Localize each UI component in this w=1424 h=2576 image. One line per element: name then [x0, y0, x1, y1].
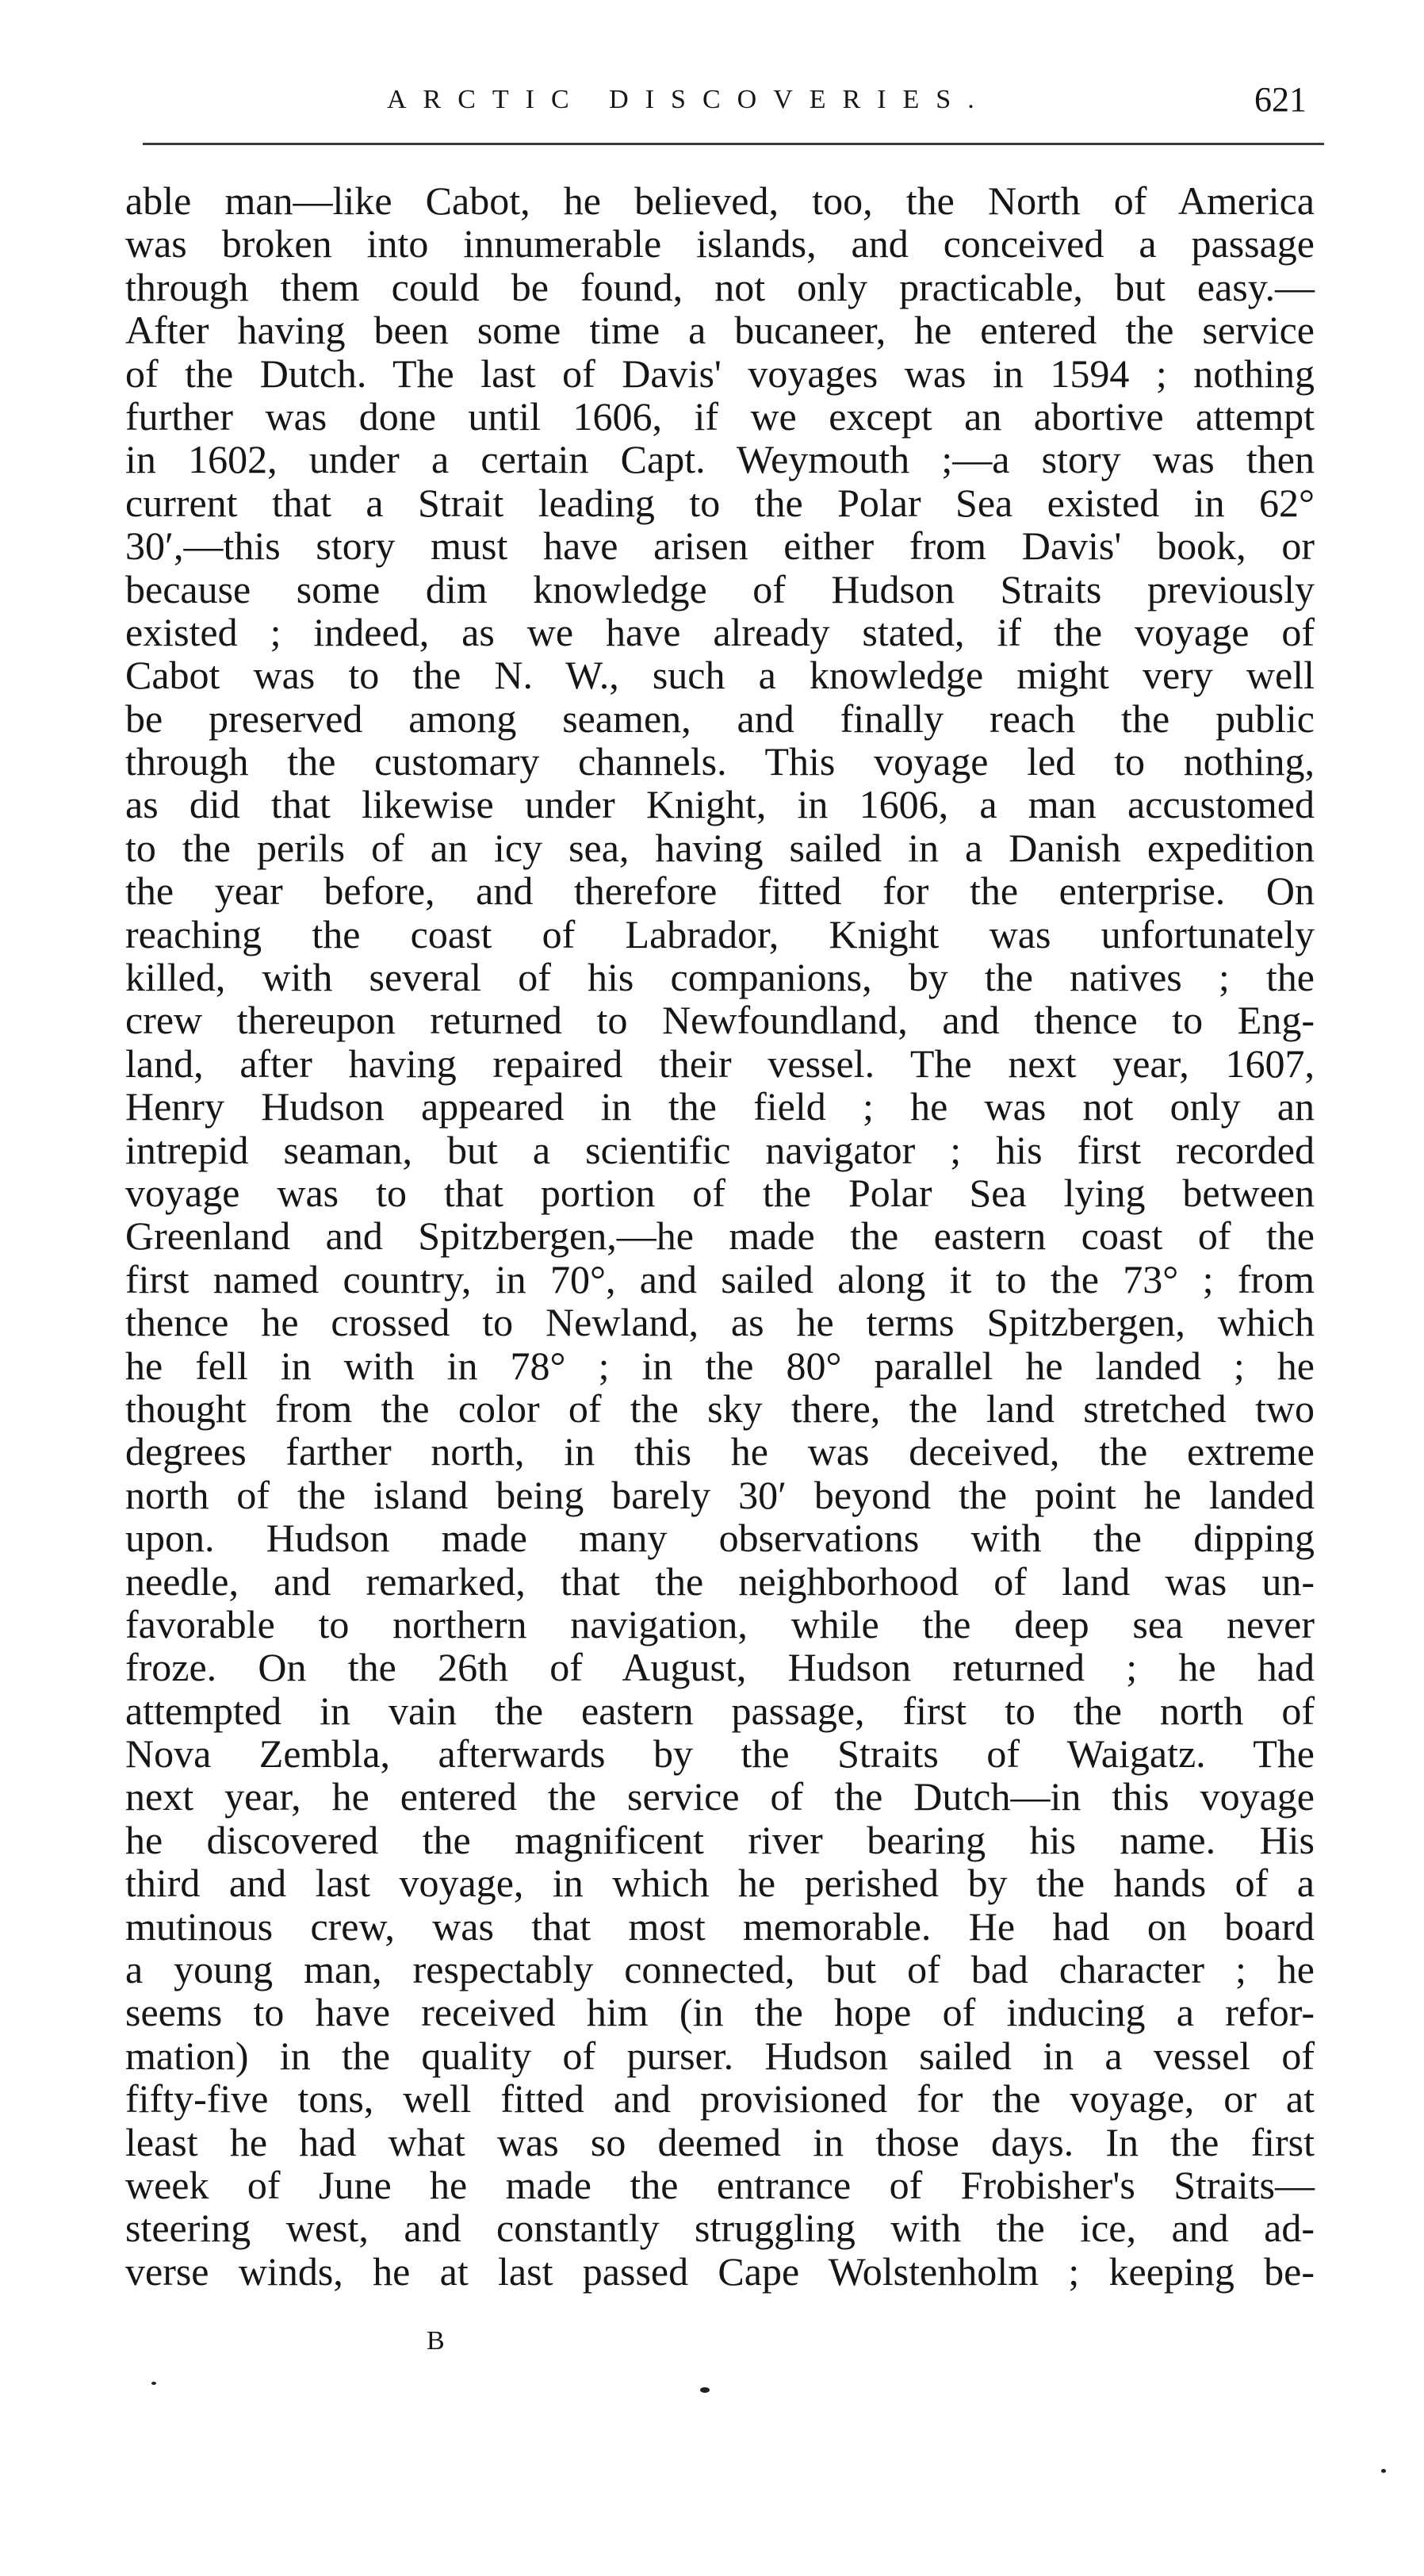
text-line: mation) in the quality of purser. Hudson sailed in a vessel of [125, 2033, 1315, 2078]
text-line: week of June he made the entrance of Frobisher's Straits— [125, 2162, 1315, 2207]
signature-mark: B [427, 2326, 445, 2356]
text-line: of the Dutch. The last of Davis' voyages was in 1594 ; nothing [125, 351, 1315, 396]
running-head [0, 76, 1424, 124]
text-line: current that a Strait leading to the Polar Sea existed in 62° [125, 480, 1315, 525]
text-line: he fell in with in 78° ; in the 80° parallel he landed ; he [125, 1343, 1315, 1388]
text-line: seems to have received him (in the hope of inducing a refor- [125, 1990, 1315, 2035]
text-line: needle, and remarked, that the neighborhood of land was un- [125, 1558, 1315, 1604]
text-line: degrees farther north, in this he was deceived, the extreme [125, 1429, 1315, 1474]
text-line: attempted in vain the eastern passage, first to the north of [125, 1688, 1315, 1733]
text-line: Henry Hudson appeared in the field ; he was not only an [125, 1084, 1315, 1129]
text-line: mutinous crew, was that most memorable. He had on board [125, 1903, 1315, 1949]
text-line: through the customary channels. This voyage led to nothing, [125, 739, 1315, 784]
text-line: Nova Zembla, afterwards by the Straits of Waigatz. The [125, 1731, 1315, 1777]
text-line: upon. Hudson made many observations with the dipping [125, 1516, 1315, 1561]
text-line: next year, he entered the service of the Dutch—in this voyage [125, 1774, 1315, 1819]
text-line: existed ; indeed, as we have already stated, if the voyage of [125, 609, 1315, 654]
text-line: because some dim knowledge of Hudson Straits previously [125, 566, 1315, 611]
header-rule [143, 143, 1324, 145]
text-line: be preserved among seamen, and finally reach the public [125, 696, 1315, 741]
ink-speck [151, 2382, 156, 2385]
text-line: in 1602, under a certain Capt. Weymouth ;—a story was then [125, 437, 1315, 482]
text-line: a young man, respectably connected, but of bad character ; he [125, 1947, 1315, 1992]
text-line: north of the island being barely 30′ beyond the point he landed [125, 1472, 1315, 1517]
text-line: thence he crossed to Newland, as he terms Spitzbergen, which [125, 1300, 1315, 1345]
text-line: the year before, and therefore fitted for the enterprise. On [125, 868, 1315, 914]
text-line: killed, with several of his companions, by the natives ; the [125, 955, 1315, 1000]
text-line: he discovered the magnificent river bearing his name. His [125, 1817, 1315, 1862]
ink-speck [1381, 2469, 1386, 2473]
text-line: as did that likewise under Knight, in 1606, a man accustomed [125, 782, 1315, 827]
body-text [125, 179, 1315, 2293]
text-line: verse winds, he at last passed Cape Wolstenholm ; keeping be- [125, 2248, 1315, 2294]
text-line: was broken into innumerable islands, and conceived a passage [125, 221, 1315, 266]
text-line: third and last voyage, in which he perished by the hands of a [125, 1861, 1315, 1906]
text-line: voyage was to that portion of the Polar Sea lying between [125, 1170, 1315, 1215]
text-line: able man—like Cabot, he believed, too, the North of America [125, 178, 1315, 223]
text-line: land, after having repaired their vessel. The next year, 1607, [125, 1041, 1315, 1086]
text-line: intrepid seaman, but a scientific navigator ; his first recorded [125, 1127, 1315, 1172]
text-line: Greenland and Spitzbergen,—he made the eastern coast of the [125, 1213, 1315, 1259]
text-line: froze. On the 26th of August, Hudson returned ; he had [125, 1645, 1315, 1690]
text-line: fifty-five tons, well fitted and provisioned for the voyage, or at [125, 2076, 1315, 2122]
text-line: reaching the coast of Labrador, Knight was unfortunately [125, 911, 1315, 956]
text-line: crew thereupon returned to Newfoundland, and thence to Eng- [125, 998, 1315, 1043]
text-line: through them could be found, not only practicable, but easy.— [125, 264, 1315, 309]
ink-speck [700, 2387, 710, 2393]
text-line: to the perils of an icy sea, having sailed in a Danish expedition [125, 825, 1315, 870]
text-line: thought from the color of the sky there, the land stretched two [125, 1386, 1315, 1431]
running-title: ARCTIC DISCOVERIES. [387, 85, 991, 114]
text-line: Cabot was to the N. W., such a knowledge might very well [125, 653, 1315, 698]
page-number: 621 [1254, 80, 1307, 119]
text-line: steering west, and constantly struggling with the ice, and ad- [125, 2206, 1315, 2251]
text-line: further was done until 1606, if we except an abortive attempt [125, 393, 1315, 439]
text-line: favorable to northern navigation, while the deep sea never [125, 1601, 1315, 1646]
text-line: 30′,—this story must have arisen either from Davis' book, or [125, 523, 1315, 569]
text-line: After having been some time a bucaneer, he entered the service [125, 308, 1315, 353]
text-line: least he had what was so deemed in those days. In the first [125, 2119, 1315, 2164]
text-line: first named country, in 70°, and sailed along it to the 73° ; from [125, 1256, 1315, 1301]
